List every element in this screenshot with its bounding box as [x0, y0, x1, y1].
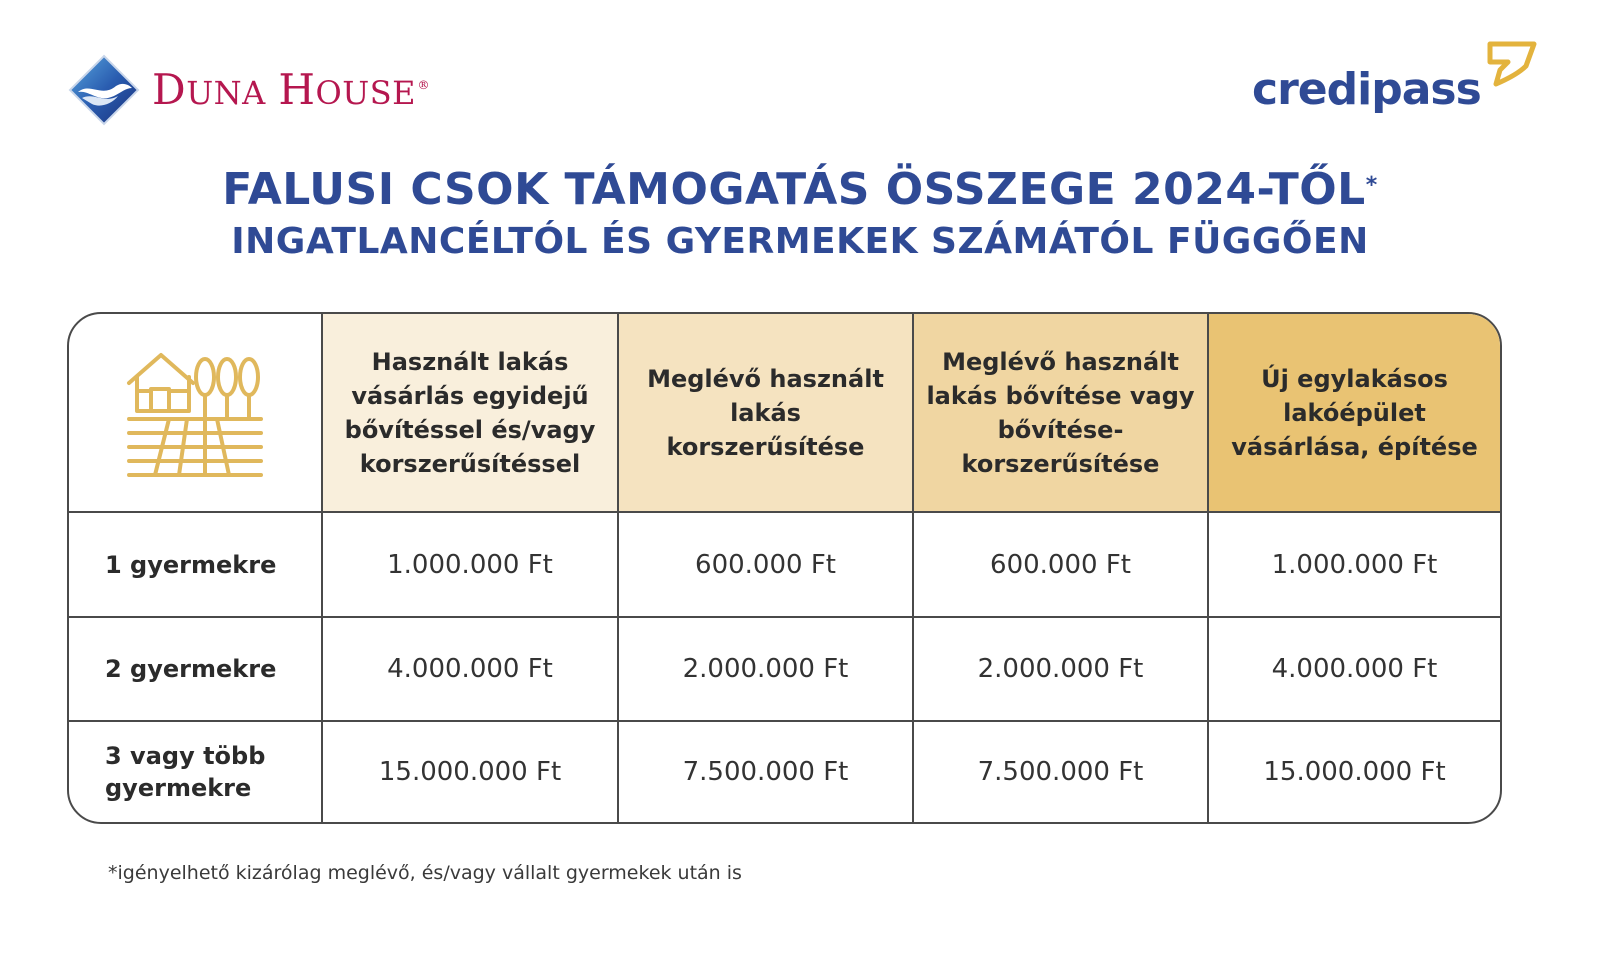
row-label-1-child: 1 gyermekre — [69, 513, 323, 618]
table-cell: 1.000.000 Ft — [1209, 513, 1500, 618]
page-title: FALUSI CSOK TÁMOGATÁS ÖSSZEGE 2024-TŐL* — [222, 164, 1378, 215]
column-header-new-building: Új egylakásos lakóépület vásárlása, építése — [1209, 314, 1500, 513]
table-cell: 4.000.000 Ft — [1209, 618, 1500, 722]
table-cell: 15.000.000 Ft — [323, 722, 619, 822]
column-header-used-purchase: Használt lakás vásárlás egyidejű bővítéssel és/vagy korszerűsítéssel — [323, 314, 619, 513]
table-cell: 600.000 Ft — [914, 513, 1209, 618]
village-house-field-icon — [125, 343, 265, 483]
column-header-used-modernization: Meglévő használt lakás korszerűsítése — [619, 314, 914, 513]
credipass-ticket-icon — [1470, 40, 1542, 88]
registered-mark: ® — [417, 78, 430, 92]
duna-house-wordmark: DUNA HOUSE ® — [152, 65, 430, 114]
footnote: *igényelhető kizárólag meglévő, és/vagy vállalt gyermekek után is — [108, 862, 742, 884]
support-amount-table — [67, 312, 1502, 824]
table-cell: 2.000.000 Ft — [914, 618, 1209, 722]
table-cell: 7.500.000 Ft — [914, 722, 1209, 822]
table-cell: 7.500.000 Ft — [619, 722, 914, 822]
page-subtitle: INGATLANCÉLTÓL ÉS GYERMEKEK SZÁMÁTÓL FÜGGŐEN — [231, 221, 1369, 262]
column-header-used-extension: Meglévő használt lakás bővítése vagy bővítése-korszerűsítése — [914, 314, 1209, 513]
duna-house-logo — [68, 54, 430, 126]
row-label-3-or-more-children: 3 vagy több gyermekre — [69, 722, 323, 822]
table-cell: 1.000.000 Ft — [323, 513, 619, 618]
credipass-wordmark: credipass — [1252, 64, 1481, 115]
table-cell: 15.000.000 Ft — [1263, 757, 1446, 787]
title-footnote-mark: * — [1365, 173, 1378, 198]
duna-house-diamond-icon — [68, 54, 140, 126]
table-cell: 4.000.000 Ft — [323, 618, 619, 722]
table-corner — [69, 314, 323, 513]
row-label-2-children: 2 gyermekre — [69, 618, 323, 722]
credipass-logo — [1252, 40, 1542, 120]
table-cell: 2.000.000 Ft — [619, 618, 914, 722]
table-cell: 600.000 Ft — [619, 513, 914, 618]
